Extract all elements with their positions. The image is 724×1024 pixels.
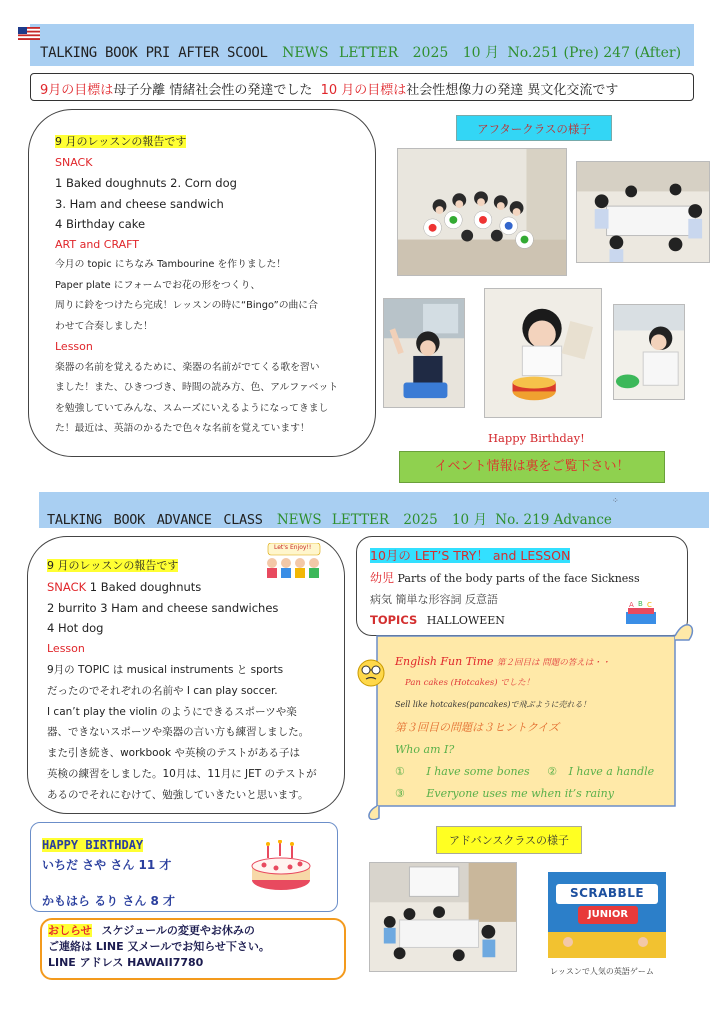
photo-advance-classroom bbox=[369, 862, 517, 972]
list-item: 3. Ham and cheese sandwich bbox=[55, 196, 224, 211]
goals-line bbox=[40, 79, 618, 98]
school-title: TALKING BOOK PRI AFTER SCOOL bbox=[40, 45, 268, 61]
hint-1-number: ① bbox=[395, 765, 405, 778]
oct-goal-text: 社会性想像力の発達 異文化交流です bbox=[406, 83, 619, 98]
advance-newsletter-label: NEWS LETTER bbox=[276, 512, 390, 528]
hint-2: I have a handle bbox=[568, 765, 655, 778]
game-caption: レッスンで人気の英語ゲーム bbox=[550, 967, 654, 976]
svg-text:B: B bbox=[638, 600, 643, 608]
hint-1: I have some bones bbox=[426, 765, 530, 778]
primary-snack-list bbox=[55, 173, 375, 235]
birthday-line-1: いちだ さや さん 11 才 bbox=[42, 858, 172, 872]
advance-snack-label: SNACK bbox=[47, 579, 87, 594]
text-line: また引き続き、workbook や英検のテストがある子は bbox=[47, 747, 300, 760]
newsletter-issue: No.251 (Pre) 247 (After) bbox=[507, 45, 682, 61]
advance-banner-line bbox=[47, 508, 612, 528]
svg-text:C: C bbox=[647, 601, 652, 609]
text-line: I can’t play the violin のようにできるスポーツや楽 bbox=[47, 705, 297, 718]
lets-try-kids-text: Parts of the body parts of the face Sickness bbox=[397, 572, 640, 585]
after-class-label: アフタークラスの様子 bbox=[456, 115, 612, 141]
birthday-box-content bbox=[42, 834, 175, 910]
primary-snack-label: SNACK bbox=[55, 155, 93, 169]
advance-title: TALKING BOOK ADVANCE CLASS bbox=[47, 512, 263, 528]
advance-lesson-label: Lesson bbox=[47, 642, 85, 656]
text-line: ました！また、ひきつづき、時間の読み方、色、アルファベット bbox=[55, 382, 339, 393]
newsletter-month: 10 月 bbox=[462, 45, 499, 61]
text-line: 周りに鈴をつけたら完成！レッスンの時に“Bingo”の曲に合 bbox=[55, 300, 318, 311]
hint-2-number: ② bbox=[547, 765, 558, 778]
event-notice: イベント情報は裏をご覧下さい！ bbox=[399, 451, 665, 483]
top-banner-line bbox=[40, 42, 681, 62]
advance-newsletter-month: 10 月 bbox=[451, 512, 487, 528]
enjoy-sign-text: Let's Enjoy!! bbox=[274, 544, 312, 551]
advance-newsletter-year: 2025 bbox=[403, 512, 438, 528]
scrabble-brand-text: SCRABBLE bbox=[569, 886, 645, 900]
text-line: 9月の TOPIC は musical instruments と sports bbox=[47, 663, 284, 676]
primary-lesson-label: Lesson bbox=[55, 340, 93, 353]
scrabble-sub-text: JUNIOR bbox=[587, 909, 629, 920]
text-line: わせて合奏しました！ bbox=[55, 320, 153, 332]
us-flag-icon bbox=[18, 25, 40, 38]
list-item: 1 Baked doughnuts 2. Corn dog bbox=[55, 176, 237, 190]
text-line: だったのでそれぞれの名前や I can play soccer. bbox=[47, 684, 278, 697]
text-line: た！最近は、英語のかるたで色々な名前を覚えています！ bbox=[55, 423, 310, 434]
hint-3-number: ③ bbox=[395, 787, 405, 800]
primary-lesson-text bbox=[55, 358, 375, 440]
notice-text-2: ご連絡は LINE 又メールでお知らせ下さい。 bbox=[48, 940, 270, 953]
lets-try-topics-label: TOPICS bbox=[370, 613, 418, 627]
fun-time-who: Who am I? bbox=[395, 743, 455, 756]
lets-try-title: 10月の LET’S TRY！ and LESSON bbox=[370, 548, 571, 563]
notice bbox=[48, 923, 344, 971]
text-line: を勉強していてみんな、スムーズにいえるようになってきまし bbox=[55, 402, 329, 414]
primary-report-heading: 9 月のレッスンの報告です bbox=[55, 135, 187, 148]
notice-text-1: スケジュールの変更やお休みの bbox=[101, 924, 255, 937]
photo-kids-tambourines bbox=[397, 148, 567, 276]
svg-text:A: A bbox=[629, 601, 634, 609]
text-line: 器、できないスポーツや楽器の言い方も練習しました。 bbox=[47, 726, 310, 739]
fun-time-q2: 第２回目は 問題の答えは・・ bbox=[497, 658, 611, 668]
lets-try-topics-text: HALLOWEEN bbox=[426, 614, 505, 627]
hint-3: Everyone uses me when it’s rainy bbox=[426, 787, 614, 800]
fun-time-q3: 第３回目の問題は３ヒントクイズ bbox=[395, 721, 560, 734]
photo-child-painting bbox=[613, 304, 685, 400]
sep-goal-label: 9月の目標は bbox=[40, 83, 114, 98]
fun-time-sell-line: Sell like hotcakes(pancakes)で飛ぶように売れる！ bbox=[395, 700, 591, 709]
lets-try-kids-label: 幼児 bbox=[370, 571, 395, 585]
birthday-cake-icon bbox=[250, 840, 312, 892]
text-line: あるのでそれにむけて、勉強していきたいと思います。 bbox=[47, 788, 309, 801]
primary-art-text bbox=[55, 255, 375, 337]
primary-report bbox=[55, 132, 375, 440]
notice-text-3: LINE アドレス HAWAII7780 bbox=[48, 956, 204, 969]
advance-newsletter-issue: No. 219 Advance bbox=[495, 512, 612, 528]
advance-lesson-text bbox=[47, 660, 337, 806]
advance-class-label: アドバンスクラスの様子 bbox=[436, 826, 582, 854]
photo-scrabble-junior-box bbox=[548, 872, 666, 958]
text-line: 英検の練習をしました。10月は、11月に JET のテストが bbox=[47, 767, 317, 780]
birthday-box-title: HAPPY BIRTHDAY bbox=[42, 838, 144, 852]
advance-report-heading: 9 月のレッスンの報告です bbox=[47, 559, 179, 572]
text-line: Paper plate にフォームでお花の形をつくり、 bbox=[55, 279, 261, 291]
fun-time bbox=[395, 652, 693, 805]
newsletter-year: 2025 bbox=[412, 45, 449, 61]
newsletter-label: NEWS LETTER bbox=[282, 45, 399, 61]
list-item: 1 Baked doughnuts bbox=[89, 579, 202, 594]
thinking-emoji-icon bbox=[355, 657, 387, 689]
advance-report bbox=[47, 556, 337, 806]
primary-art-label: ART and CRAFT bbox=[55, 237, 140, 251]
notice-label: おしらせ bbox=[48, 924, 92, 937]
sparkle-icon: ⁘ bbox=[612, 496, 619, 505]
photo-boy-peace-sign bbox=[383, 298, 465, 408]
oct-goal-label: 10 月の目標は bbox=[320, 83, 407, 98]
advance-snack-first-line bbox=[47, 577, 337, 598]
list-item: 2 burrito 3 Ham and cheese sandwiches bbox=[47, 600, 279, 615]
birthday-line-2: かもはら るり さん 8 才 bbox=[42, 894, 176, 908]
fun-time-answer: Pan cakes (Hotcakes) でした！ bbox=[405, 678, 535, 688]
fun-time-title: English Fun Time bbox=[395, 655, 494, 668]
list-item: 4 Hot dog bbox=[47, 621, 104, 636]
text-line: 楽器の名前を覚えるために、楽器の名前がでてくる歌を習い bbox=[55, 361, 320, 373]
list-item: 4 Birthday cake bbox=[55, 217, 146, 231]
photo-classroom-table bbox=[576, 161, 710, 263]
sep-goal-text: 母子分離 情緒社会性の発達でした bbox=[113, 83, 313, 98]
birthday-caption: Happy Birthday! bbox=[488, 431, 585, 445]
lets-try-line2: 病気 簡単な形容詞 反意語 bbox=[370, 593, 498, 606]
text-line: 今月の topic にちなみ Tambourine を作りました！ bbox=[55, 259, 287, 270]
photo-girl-birthday-cake bbox=[484, 288, 602, 418]
